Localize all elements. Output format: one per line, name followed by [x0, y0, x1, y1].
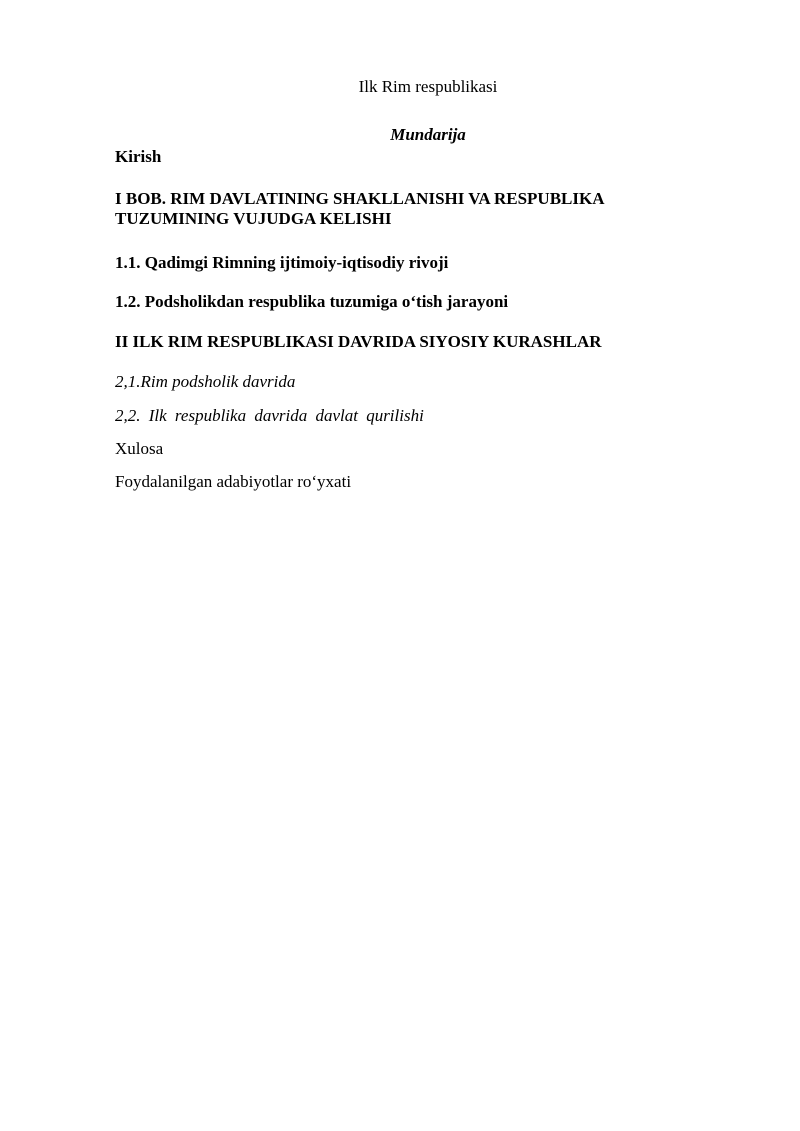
toc-entry-section-1-2: 1.2. Podsholikdan respublika tuzumiga o‘tish jarayoni	[115, 292, 509, 311]
toc-entry-section-2-1: 2,1.Rim podsholik davrida	[115, 372, 296, 391]
toc-heading: Mundarija	[390, 125, 466, 144]
toc-entry-chapter-1: I BOB. RIM DAVLATINING SHAKLLANISHI VA RESPUBLIKA TUZUMINING VUJUDGA KELISHI	[115, 189, 604, 228]
toc-entry-xulosa: Xulosa	[115, 439, 164, 458]
toc-entry-section-1-1: 1.1. Qadimgi Rimning ijtimoiy-iqtisodiy rivoji	[115, 253, 449, 272]
toc-entry-kirish: Kirish	[115, 147, 162, 166]
toc-entry-section-2-2: 2,2. Ilk respublika davrida davlat qurilishi	[115, 406, 424, 425]
toc-entry-bibliography: Foydalanilgan adabiyotlar ro‘yxati	[115, 472, 352, 491]
toc-entry-chapter-2: II ILK RIM RESPUBLIKASI DAVRIDA SIYOSIY KURASHLAR	[115, 332, 602, 351]
document-title: Ilk Rim respublikasi	[358, 77, 498, 96]
